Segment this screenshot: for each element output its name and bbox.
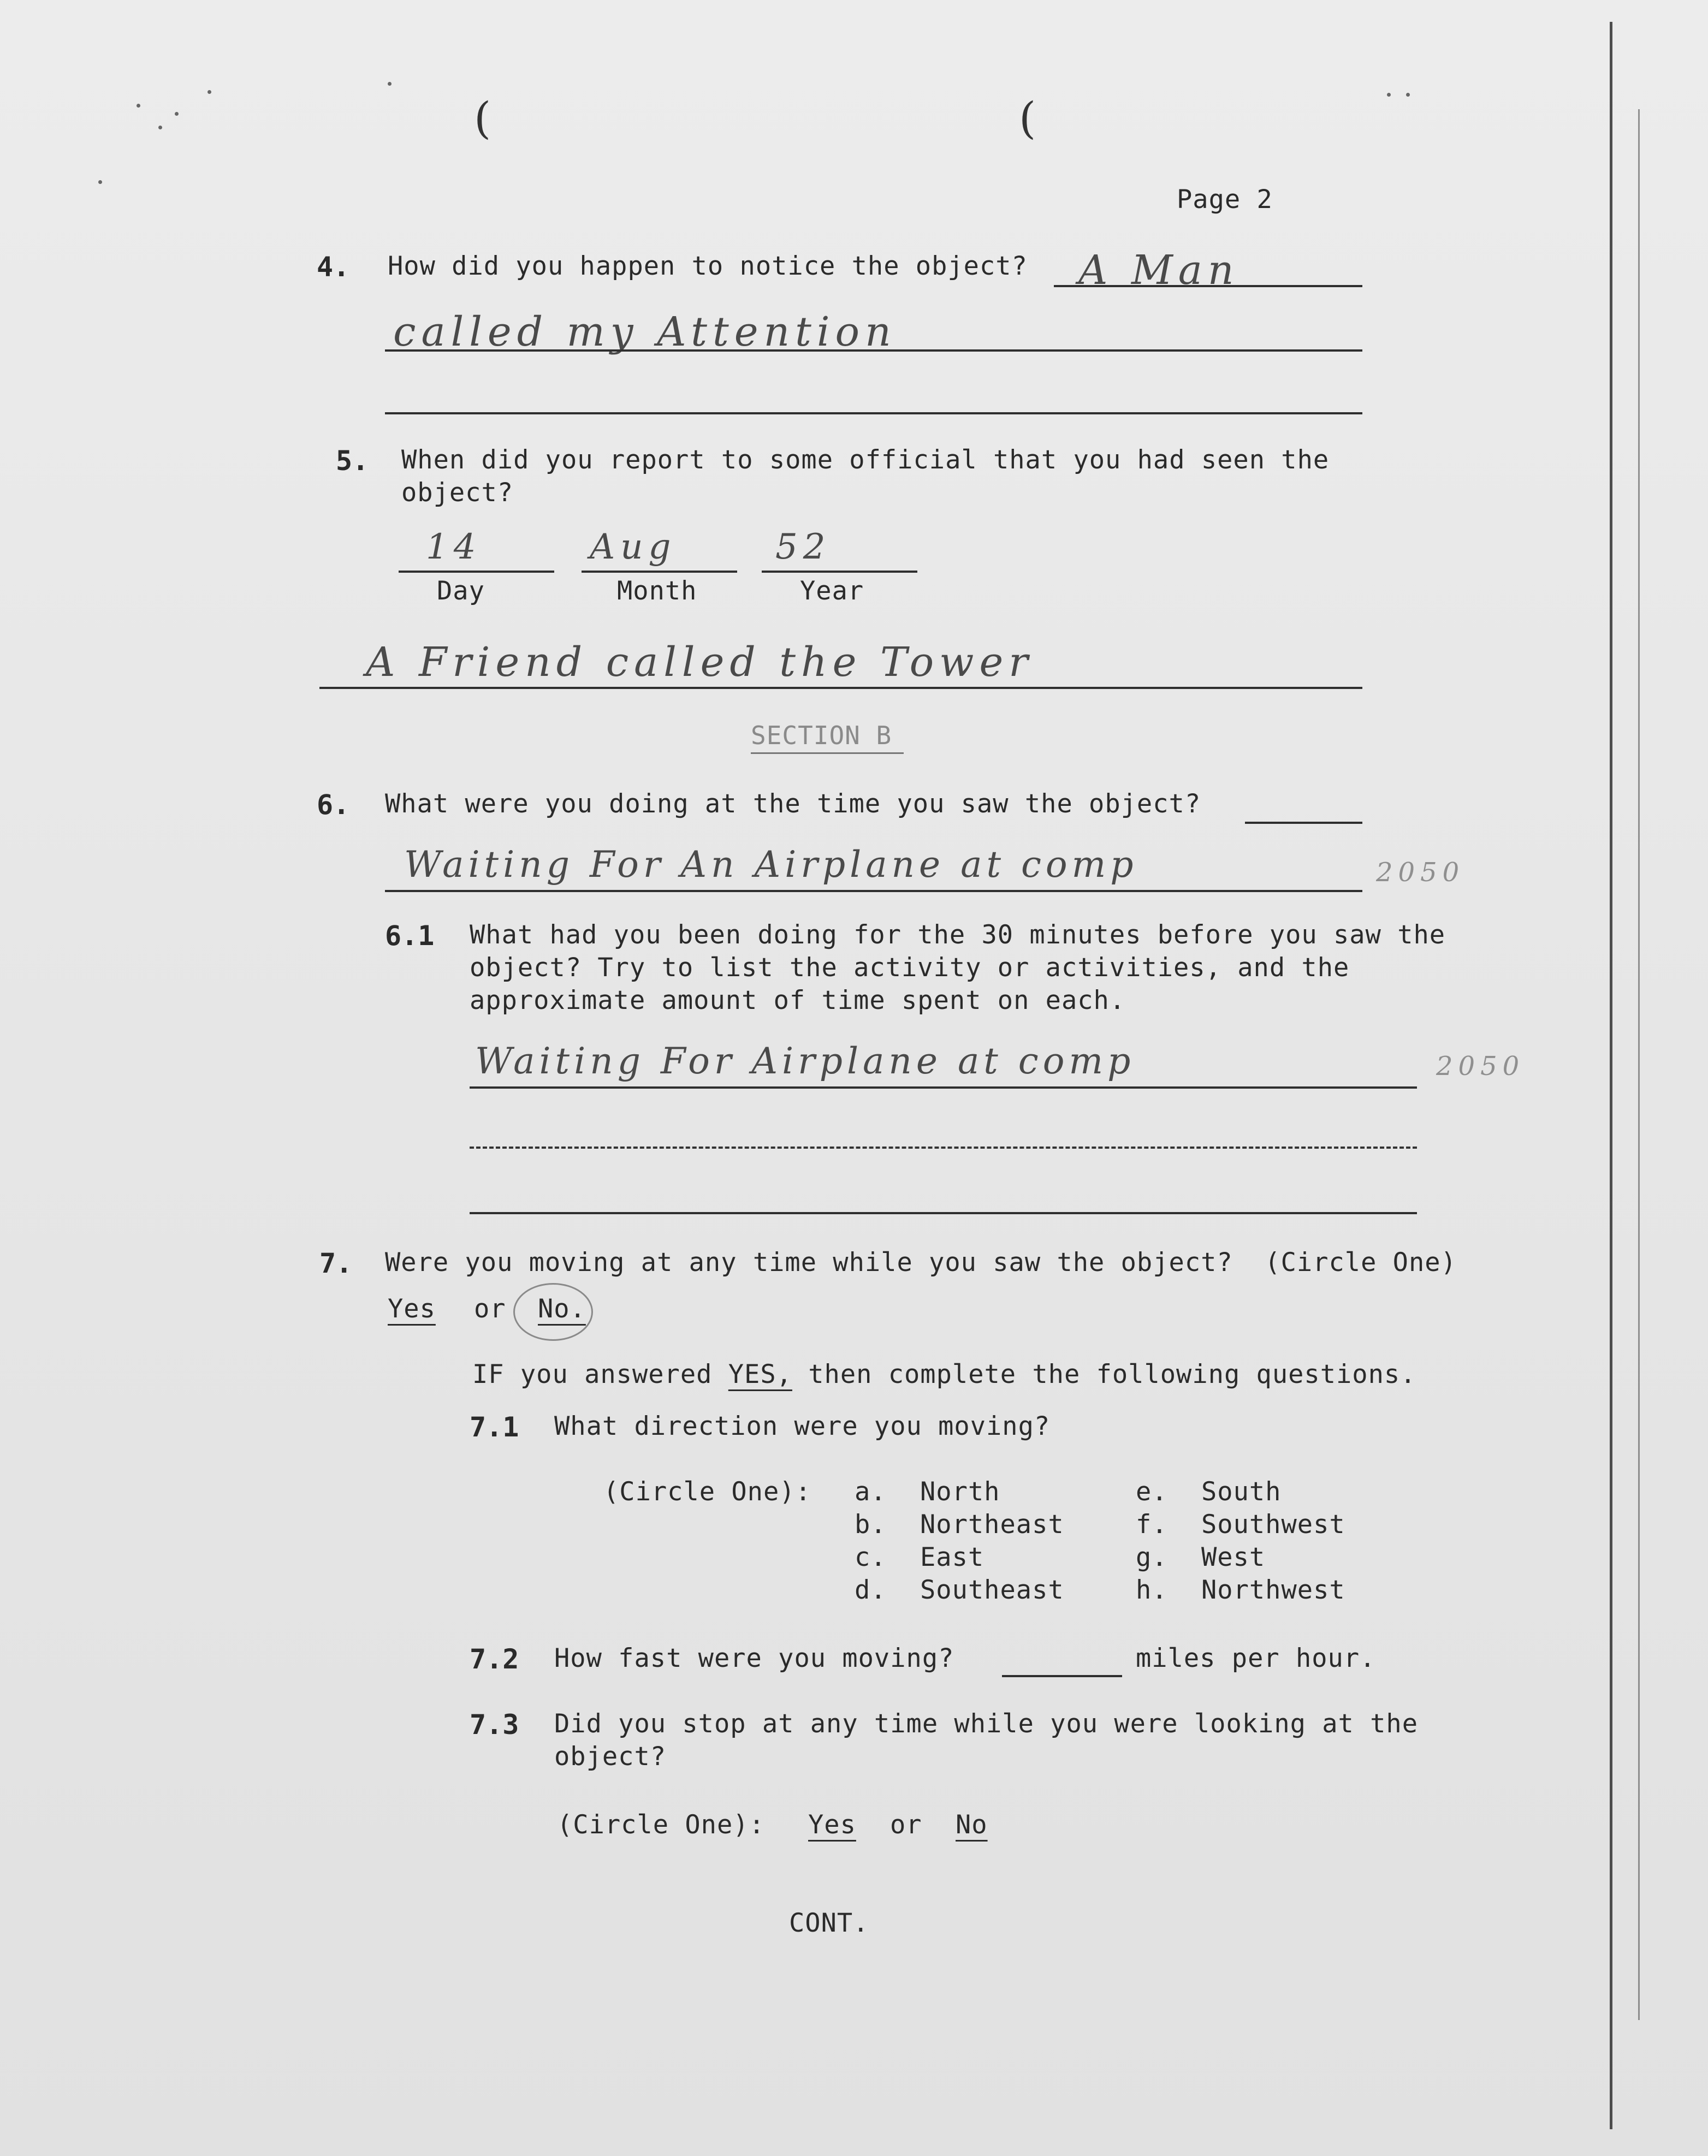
day-line	[399, 571, 554, 573]
direction-option-southwest[interactable]: Southwest	[1201, 1510, 1345, 1540]
month-line	[582, 571, 737, 573]
question-6-number: 6.	[317, 789, 350, 821]
question-4-number: 4.	[317, 251, 350, 283]
answer-line	[470, 1147, 1417, 1149]
punch-hole-mark-right: (	[1019, 93, 1036, 144]
page-edge-line	[1610, 22, 1612, 2129]
direction-letter: e.	[1136, 1477, 1168, 1507]
direction-letter: d.	[855, 1575, 887, 1605]
instruction-prefix: IF you answered	[472, 1359, 713, 1389]
answer-line	[385, 412, 1362, 414]
month-label: Month	[617, 576, 697, 606]
question-6-1-answer-margin: 2050	[1436, 1051, 1525, 1082]
question-7-3-text-line2: object?	[554, 1742, 667, 1772]
direction-option-south[interactable]: South	[1201, 1477, 1282, 1507]
direction-letter: g.	[1136, 1542, 1168, 1572]
instruction-suffix: then complete the following questions.	[808, 1359, 1416, 1389]
question-7-2-text: How fast were you moving?	[554, 1643, 954, 1673]
question-6-1-number: 6.1	[385, 920, 435, 952]
instruction-yes: YES,	[728, 1359, 792, 1389]
scan-speck	[207, 90, 211, 94]
section-heading-underline	[751, 752, 904, 754]
scan-speck	[175, 112, 179, 116]
question-7-2-number: 7.2	[470, 1643, 519, 1675]
answer-line	[385, 890, 1362, 892]
direction-letter: a.	[855, 1477, 887, 1507]
scan-speck	[1387, 93, 1391, 97]
question-7-1-text: What direction were you moving?	[554, 1411, 1051, 1441]
direction-option-west[interactable]: West	[1201, 1542, 1266, 1572]
question-5-day-value: 14	[426, 527, 482, 567]
answer-line	[319, 687, 1362, 689]
question-7-3-option-yes[interactable]: Yes	[808, 1810, 856, 1840]
scan-speck	[1406, 93, 1410, 97]
question-7-instruction	[472, 1359, 1416, 1389]
question-5-text-line1: When did you report to some official that you had seen the	[401, 445, 1330, 475]
question-4-text: How did you happen to notice the object?	[388, 251, 1028, 281]
question-6-1-answer: Waiting For Airplane at comp	[475, 1040, 1135, 1082]
question-4-answer-part2: called my Attention	[393, 308, 897, 355]
question-6-1-text-line2: object? Try to list the activity or activities, and the	[470, 953, 1350, 983]
direction-option-southeast[interactable]: Southeast	[920, 1575, 1064, 1605]
question-4-answer-part1: A Man	[1078, 247, 1240, 294]
speed-answer-line[interactable]	[1002, 1675, 1122, 1677]
question-6-1-text-line1: What had you been doing for the 30 minutes before you saw the	[470, 920, 1446, 950]
direction-option-northeast[interactable]: Northeast	[920, 1510, 1064, 1540]
direction-option-northwest[interactable]: Northwest	[1201, 1575, 1345, 1605]
punch-hole-mark-left: (	[474, 93, 491, 144]
scan-speck	[158, 126, 162, 129]
question-5-text-line2: object?	[401, 478, 514, 508]
scan-speck	[137, 104, 140, 108]
direction-letter: b.	[855, 1510, 887, 1540]
answer-line	[1245, 822, 1362, 824]
year-label: Year	[800, 576, 864, 606]
answer-line	[470, 1212, 1417, 1214]
direction-letter: c.	[855, 1542, 887, 1572]
page-edge-line-faint	[1638, 109, 1640, 2020]
continued-label: CONT.	[789, 1908, 869, 1938]
direction-option-east[interactable]: East	[920, 1542, 985, 1572]
question-5-number: 5.	[336, 445, 369, 477]
question-6-text: What were you doing at the time you saw the object?	[385, 789, 1201, 819]
section-heading: SECTION B	[751, 721, 892, 750]
question-7-option-yes[interactable]: Yes	[388, 1294, 436, 1324]
scan-speck	[388, 82, 392, 86]
question-6-answer: Waiting For An Airplane at comp	[404, 844, 1138, 886]
question-7-2-suffix: miles per hour.	[1136, 1643, 1376, 1673]
question-7-3-text-line1: Did you stop at any time while you were looking at the	[554, 1709, 1419, 1739]
year-line	[762, 571, 917, 573]
question-5-answer: A Friend called the Tower	[366, 639, 1034, 686]
direction-option-north[interactable]: North	[920, 1477, 1000, 1507]
answer-line	[470, 1086, 1417, 1089]
day-label: Day	[437, 576, 485, 606]
question-7-3-option-no[interactable]: No	[956, 1810, 988, 1840]
handwritten-circle-mark	[513, 1283, 593, 1341]
question-6-1-text-line3: approximate amount of time spent on each.	[470, 985, 1126, 1015]
answer-line	[385, 349, 1362, 352]
direction-letter: f.	[1136, 1510, 1168, 1540]
question-5-year-value: 52	[775, 527, 831, 567]
page-number-label: Page 2	[1177, 185, 1273, 215]
question-7-1-number: 7.1	[470, 1411, 519, 1443]
question-6-answer-margin: 2050	[1376, 857, 1465, 888]
question-7-number: 7.	[319, 1248, 353, 1279]
scan-speck	[98, 180, 102, 184]
question-7-3-number: 7.3	[470, 1709, 519, 1741]
question-7-3-option-or: or	[890, 1810, 922, 1840]
question-5-month-value: Aug	[590, 527, 677, 567]
stop-circle-label: (Circle One):	[557, 1810, 765, 1840]
question-7-text: Were you moving at any time while you saw the object? (Circle One)	[385, 1248, 1457, 1278]
question-7-option-or: or	[474, 1294, 506, 1324]
question-7-option-no[interactable]: No.	[538, 1294, 586, 1324]
direction-letter: h.	[1136, 1575, 1168, 1605]
direction-circle-label: (Circle One):	[603, 1477, 811, 1507]
